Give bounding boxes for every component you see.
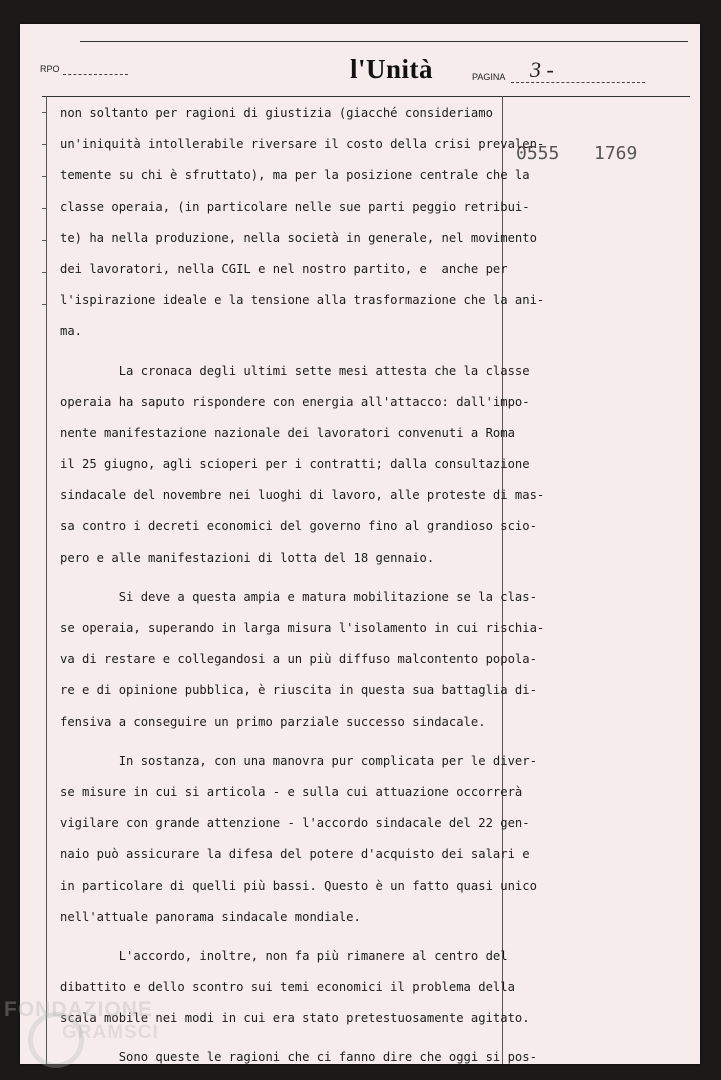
text-line: sindacale del novembre nei luoghi di lavoro, alle proteste di mas- <box>60 488 545 503</box>
page-number: 3 - <box>530 57 554 82</box>
document-page <box>20 24 700 1064</box>
text-line: naio può assicurare la difesa del potere d'acquisto dei salari e <box>60 847 530 862</box>
left-margin-rule <box>46 96 47 1064</box>
text-line: l'ispirazione ideale e la tensione alla trasformazione che la ani- <box>60 293 545 308</box>
text-line: scala mobile nei modi in cui era stato pretestuosamente agitato. <box>60 1011 530 1026</box>
text-line: dibattito e dello scontro sui temi economici il problema della <box>60 980 515 995</box>
text-line: Sono queste le ragioni che ci fanno dire che oggi si pos- <box>60 1050 537 1065</box>
top-rule <box>80 41 688 42</box>
text-line: In sostanza, con una manovra pur complicata per le diver- <box>60 753 537 768</box>
text-line: nente manifestazione nazionale dei lavoratori convenuti a Roma <box>60 425 515 440</box>
margin-tick <box>42 304 46 305</box>
text-line: non soltanto per ragioni di giustizia (giacché consideriamo <box>60 106 493 120</box>
text-line: classe operaia, (in particolare nelle sue parti peggio retribui- <box>60 199 530 214</box>
margin-tick <box>42 112 46 113</box>
text-line: il 25 giugno, agli scioperi per i contratti; dalla consultazione <box>60 457 530 472</box>
text-line: se operaia, superando in larga misura l'isolamento in cui rischia- <box>60 621 545 635</box>
text-line: operaia ha saputo rispondere con energia all'attacco: dall'impo- <box>60 394 530 409</box>
header-rule <box>42 96 690 97</box>
text-line: Si deve a questa ampia e matura mobilitazione se la clas- <box>60 589 537 604</box>
text-line <box>60 738 500 746</box>
margin-tick <box>42 208 46 209</box>
text-line <box>60 348 500 356</box>
text-line: temente su chi è sfruttato), ma per la posizione centrale che la <box>60 168 530 183</box>
text-line: pero e alle manifestazioni di lotta del 18 gennaio. <box>60 550 435 565</box>
pagina-label: PAGINA <box>472 72 506 82</box>
margin-tick <box>42 176 46 177</box>
text-line: nell'attuale panorama sindacale mondiale. <box>60 909 361 924</box>
watermark-text: GRAMSCI <box>62 1022 159 1043</box>
text-line: L'accordo, inoltre, non fa più rimanere al centro del <box>60 948 508 963</box>
rpo-label: RPO <box>40 64 60 74</box>
text-line: fensiva a conseguire un primo parziale successo sindacale. <box>60 714 486 729</box>
text-line: un'iniquità intollerabile riversare il costo della crisi prevalen- <box>60 137 545 152</box>
text-line: vigilare con grande attenzione - l'accordo sindacale del 22 gen- <box>60 816 530 831</box>
text-line: se misure in cui si articola - e sulla cui attuazione occorrerà <box>60 784 523 799</box>
text-line <box>60 574 500 582</box>
text-line <box>60 933 500 941</box>
text-line: ma. <box>60 324 83 339</box>
archive-code: 1769 <box>594 143 638 164</box>
text-line: in particolare di quelli più bassi. Questo è un fatto quasi unico <box>60 878 537 893</box>
text-line: va di restare e collegandosi a un più diffuso malcontento popola- <box>60 652 537 667</box>
text-line: La cronaca degli ultimi sette mesi attesta che la classe <box>60 363 530 378</box>
margin-tick <box>42 144 46 145</box>
margin-tick <box>42 240 46 241</box>
rpo-field-line <box>63 74 128 75</box>
text-line: sa contro i decreti economici del governo fino al grandioso scio- <box>60 519 537 534</box>
archive-code: 0555 <box>516 143 560 164</box>
masthead-logo: l'Unità <box>350 54 434 84</box>
margin-tick <box>42 272 46 273</box>
text-line: te) ha nella produzione, nella società in generale, nel movimento <box>60 230 537 245</box>
text-line: dei lavoratori, nella CGIL e nel nostro partito, e anche per <box>60 261 508 276</box>
text-line: re e di opinione pubblica, è riuscita in questa sua battaglia di- <box>60 683 537 698</box>
watermark-text: FONDAZIONE <box>4 998 153 1021</box>
